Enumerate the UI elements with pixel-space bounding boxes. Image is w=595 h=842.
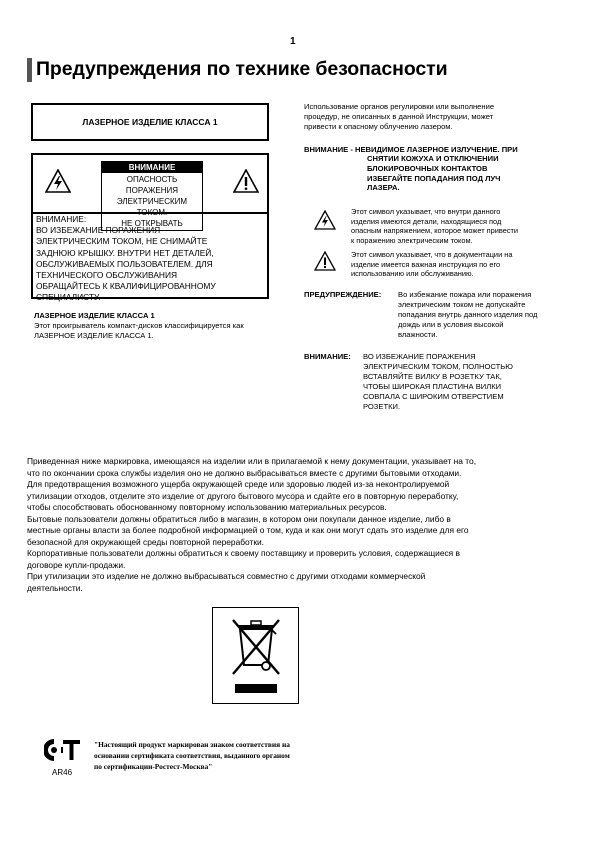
warning-label-line: ОПАСНОСТЬ ПОРАЖЕНИЯ [125, 175, 179, 195]
weee-symbol-frame [212, 607, 299, 704]
crossed-out-wheelie-bin-icon [213, 608, 298, 703]
laser-class-box [31, 103, 269, 141]
lightning-warning-icon [314, 210, 336, 230]
fire-warning-line: Во избежание пожара или поражения [398, 290, 532, 299]
laser-warning-line: СНЯТИИ КОЖУХА И ОТКЛЮЧЕНИИ [367, 154, 499, 163]
certification-line: по сертификации-Ростест-Москва" [94, 762, 213, 771]
symbol-note-line: Этот символ указывает, что внутри данного [351, 207, 501, 216]
disposal-line: деятельности. [27, 582, 83, 593]
electric-shock-warning-box [31, 153, 269, 303]
warning-box-text: ВНИМАНИЕ: ВО ИЗБЕЖАНИЕ ПОРАЖЕНИЯ ЭЛЕКТРИЧЕСКИМ ТОКОМ, НЕ СНИМАЙТЕ ЗАДНЮЮ КРЫШКУ. ВНУТРИ НЕТ ДЕТАЛЕЙ, ОБСЛУЖИВАЕМЫХ ПОЛЬЗОВАТЕЛЕМ. ДЛЯ ТЕХНИЧЕСКОГО ОБСЛУЖИВАНИЯ ОБРАЩАЙТЕСЬ К КВАЛИФИЦИРОВАННОМУ СПЕЦИАЛИСТУ. [36, 214, 268, 304]
fire-warning-text [398, 290, 563, 340]
warning-text-line: ЗАДНЮЮ КРЫШКУ. ВНУТРИ НЕТ ДЕТАЛЕЙ, [36, 247, 214, 258]
disposal-line: Приведенная ниже маркировка, имеющаяся на изделии или в прилагаемой к нему документации, указывает на то, [27, 456, 477, 466]
symbol-note-line: изделие имеется важная инструкция по его [351, 259, 501, 269]
laser-radiation-warning-title: ВНИМАНИЕ - НЕВИДИМОЕ ЛАЗЕРНОЕ ИЗЛУЧЕНИЕ. ПРИ [304, 145, 518, 154]
lightning-symbol-explanation [351, 207, 561, 245]
plug-warning-line: ВО ИЗБЕЖАНИЕ ПОРАЖЕНИЯ [363, 352, 476, 361]
warning-box-label: ВНИМАНИЕ [36, 214, 84, 224]
page-number: 1 [290, 36, 296, 47]
plug-warning-line: ВСТАВЛЯЙТЕ ВИЛКУ В РОЗЕТКУ ТАК, [363, 372, 502, 381]
notice-line: процедур, не описанных в данной Инструкции, может [304, 111, 494, 121]
laser-product-title: ЛАЗЕРНОЕ ИЗДЕЛИЕ КЛАССА 1 [34, 311, 155, 320]
disposal-line: Корпоративные пользователи должны обратиться к своему поставщику и проверить условия, содержащиеся в [27, 548, 460, 558]
symbol-note-line: к поражению электрическим током. [351, 235, 473, 245]
disposal-line: Для предотвращения возможного ущерба окружающей среде или здоровью людей из-за неконтролируемой [27, 479, 450, 489]
plug-warning-label: ВНИМАНИЕ: [304, 352, 351, 361]
disposal-line: Бытовые пользователи должны обратиться либо в магазин, в котором они покупали данное изделие, либо в [27, 513, 451, 524]
certification-line: "Настоящий продукт маркирован знаком соответствия на [94, 740, 290, 749]
symbol-note-line: использованию или обслуживанию. [351, 269, 474, 279]
fire-warning-line: влажности. [398, 330, 438, 339]
notice-line: привести к опасному облучению лазером. [304, 121, 453, 131]
fire-warning-line: дождь или в условия высокой [398, 320, 504, 329]
warning-label-header: ВНИМАНИЕ [102, 162, 202, 173]
laser-warning-line: ИЗБЕГАЙТЕ ПОПАДАНИЯ ПОД ЛУЧ [367, 173, 501, 183]
certification-code: AR46 [52, 768, 73, 777]
laser-product-line: ЛАЗЕРНОЕ ИЗДЕЛИЕ КЛАССА 1. [34, 330, 154, 340]
disposal-instructions [27, 456, 572, 594]
symbol-note-line: изделия имеются детали, находящиеся под [351, 216, 502, 226]
laser-warning-line: ЛАЗЕРА. [367, 183, 400, 193]
fire-warning-label: ПРЕДУПРЕЖДЕНИЕ: [304, 290, 382, 299]
laser-product-line: Этот проигрыватель компакт-дисков классифицируется как [34, 321, 244, 330]
disposal-line: При утилизации это изделие не должно выбрасываться совместно с другими отходами коммерческой [27, 571, 426, 581]
warning-text-line: ОБРАЩАЙТЕСЬ К КВАЛИФИЦИРОВАННОМУ [36, 281, 216, 292]
certification-line: основании сертификата соответствия, выданного органом [94, 751, 290, 760]
plug-warning-line: ЭЛЕКТРИЧЕСКИМ ТОКОМ, ПОЛНОСТЬЮ [363, 362, 513, 371]
controls-adjustment-notice [304, 102, 564, 131]
disposal-line: утилизации отходов, отделите это изделие от другого бытового мусора и сдайте его в повторную переработку, [27, 490, 459, 501]
disposal-line: безопасной для окружающей среды повторной переработки. [27, 536, 265, 547]
fire-warning-line: попадания внутрь данного изделия под [398, 310, 538, 319]
warning-text-line: ТЕХНИЧЕСКОГО ОБСЛУЖИВАНИЯ [36, 270, 178, 281]
rst-certification-mark-icon [44, 735, 84, 765]
plug-warning-line: ЧТОБЫ ШИРОКАЯ ПЛАСТИНА ВИЛКИ [363, 382, 502, 391]
warning-text-line: ВО ИЗБЕЖАНИЕ ПОРАЖЕНИЯ [36, 225, 161, 236]
plug-warning-text [363, 352, 563, 412]
plug-warning-line: РОЗЕТКИ. [363, 402, 401, 411]
warning-text-line: СПЕЦИАЛИСТУ. [36, 292, 101, 303]
warning-label-line: ЭЛЕКТРИЧЕСКИМ ТОКОМ. [116, 197, 188, 217]
fire-warning-line: электрическим током не допускайте [398, 300, 526, 309]
disposal-line: местные органы власти за более подробной информацией о том, куда и как они могут сдать это изделие для его [27, 525, 469, 535]
warning-label-line: НЕ ОТКРЫВАТЬ [121, 219, 183, 228]
exclamation-warning-icon [314, 251, 336, 271]
symbol-note-line: Этот символ указывает, что в документации на [351, 250, 513, 259]
exclamation-symbol-explanation [351, 250, 561, 279]
lightning-warning-icon [45, 169, 71, 193]
laser-class-label: ЛАЗЕРНОЕ ИЗДЕЛИЕ КЛАССА 1 [82, 117, 218, 127]
certification-text [94, 739, 354, 772]
laser-warning-line: БЛОКИРОВОЧНЫХ КОНТАКТОВ [367, 163, 488, 173]
warning-label-panel [33, 155, 267, 228]
title-accent-bar [27, 58, 32, 82]
notice-line: Использование органов регулировки или выполнение [304, 102, 495, 111]
symbol-note-line: опасным напряжением, которое может привести [351, 226, 519, 236]
page-title: Предупреждения по технике безопасности [36, 58, 448, 80]
plug-warning-line: СОВПАЛА С ШИРОКИМ ОТВЕРСТИЕМ [363, 392, 504, 401]
laser-radiation-warning-text [367, 154, 567, 193]
disposal-line: чтобы способствовать обоснованному повторному использованию материальных ресурсов. [27, 502, 387, 512]
exclamation-warning-icon [233, 169, 259, 193]
warning-text-line: ОБСЛУЖИВАЕМЫХ ПОЛЬЗОВАТЕЛЕМ. ДЛЯ [36, 258, 213, 269]
disposal-line: что по окончании срока службы изделия оно не должно выбрасываться вместе с другими бытовыми отходами. [27, 467, 462, 478]
warning-text-line: ЭЛЕКТРИЧЕСКИМ ТОКОМ, НЕ СНИМАЙТЕ [36, 236, 208, 247]
laser-product-text [34, 321, 284, 340]
disposal-line: договоре купли-продажи. [27, 559, 126, 570]
